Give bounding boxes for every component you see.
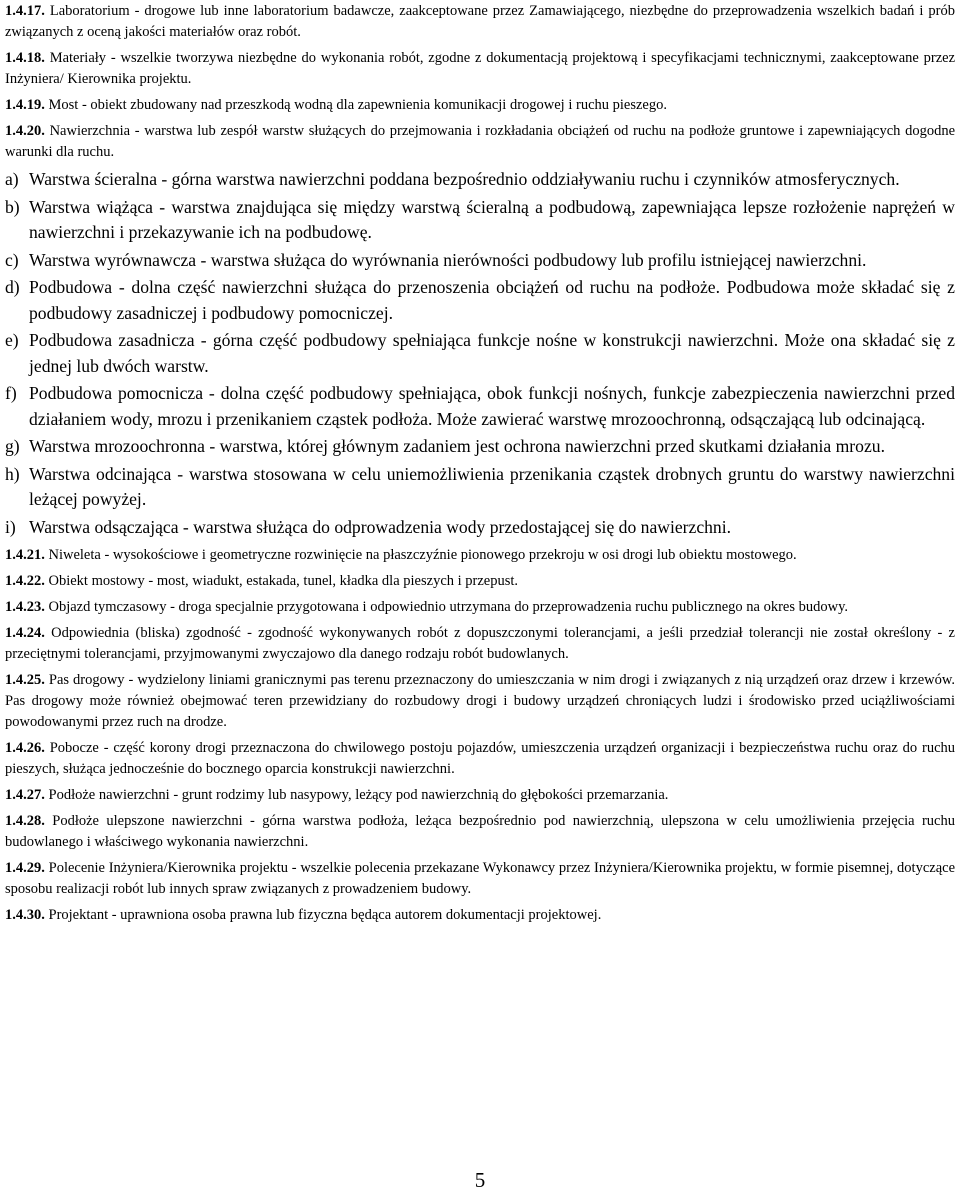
definition-text: Podłoże ulepszone nawierzchni - górna warstwa podłoża, leżąca bezpośrednio pod nawierzchnią, ulepszona w celu umożliwienia przejęcia ruchu budowlanego i właściwego wykonania nawierzchni.	[5, 813, 955, 850]
definition-text: Odpowiednia (bliska) zgodność - zgodność wykonywanych robót z dopuszczonymi tolerancjami, a jeśli przedział tolerancji nie został określony - z przeciętnymi tolerancjami, przyjmowanymi zwyczajowo dla danego rodzaju robót budowlanych.	[5, 625, 955, 662]
definition-item	[5, 811, 955, 853]
layer-list-item	[5, 248, 955, 274]
list-item-label: g)	[5, 436, 20, 456]
definition-item	[5, 738, 955, 780]
definition-number: 1.4.30.	[5, 907, 45, 923]
layer-list-item	[5, 434, 955, 460]
definition-item	[5, 597, 955, 618]
list-item-text: Podbudowa - dolna część nawierzchni służąca do przenoszenia obciążeń od ruchu na podłoże. Podbudowa może składać się z podbudowy zasadniczej i podbudowy pomocniczej.	[29, 277, 955, 323]
definition-number: 1.4.25.	[5, 672, 45, 688]
definition-item	[5, 785, 955, 806]
page-number: 5	[474, 1168, 486, 1192]
definition-number: 1.4.18.	[5, 50, 45, 66]
definition-text: Niweleta - wysokościowe i geometryczne rozwinięcie na płaszczyźnie pionowego przekroju w osi drogi lub obiektu mostowego.	[48, 547, 797, 563]
definition-item	[5, 95, 955, 116]
definition-text: Most - obiekt zbudowany nad przeszkodą wodną dla zapewnienia komunikacji drogowej i ruchu pieszego.	[48, 97, 667, 113]
definition-number: 1.4.24.	[5, 625, 45, 641]
list-item-text: Warstwa ścieralna - górna warstwa nawierzchni poddana bezpośrednio oddziaływaniu ruchu i czynników atmosferycznych.	[29, 169, 900, 189]
definition-text: Pas drogowy - wydzielony liniami granicznymi pas terenu przeznaczony do umieszczania w nim drogi i związanych z nią urządzeń oraz drzew i krzewów. Pas drogowy może również obejmować teren przewidziany do rozbudowy drogi i budowy urządzeń chroniących ludzi i środowisko przed uciążliwościami powodowanymi przez ruch na drodze.	[5, 672, 956, 730]
list-item-label: b)	[5, 196, 20, 217]
definition-text: Materiały - wszelkie tworzywa niezbędne do wykonania robót, zgodne z dokumentacją projektową i specyfikacjami technicznymi, zaakceptowane przez Inżyniera/ Kierownika projektu.	[5, 50, 956, 87]
definition-text: Polecenie Inżyniera/Kierownika projektu - wszelkie polecenia przekazane Wykonawcy przez Inżyniera/Kierownika projektu, w formie pisemnej, dotyczące sposobu realizacji robót lub innych spraw związanych z prowadzeniem budowy.	[5, 860, 956, 897]
definition-number: 1.4.28.	[5, 813, 45, 829]
definition-item	[5, 545, 955, 566]
layer-list-item	[5, 381, 955, 432]
definition-text: Nawierzchnia - warstwa lub zespół warstw służących do przejmowania i rozkładania obciążeń od ruchu na podłoże gruntowe i zapewniających dogodne warunki dla ruchu.	[5, 123, 956, 160]
list-item-label: f)	[5, 383, 17, 403]
document-page	[5, 1, 955, 931]
list-item-text: Warstwa wiążąca - warstwa znajdująca się między warstwą ścieralną a podbudową, zapewniająca lepsze rozłożenie naprężeń w nawierzchni i przekazywanie ich na podbudowę.	[29, 196, 955, 242]
pavement-layers-list	[5, 167, 955, 540]
layer-list-item	[5, 462, 955, 513]
definition-number: 1.4.22.	[5, 573, 45, 589]
layer-list-item	[5, 328, 955, 379]
definition-text: Pobocze - część korony drogi przeznaczona do chwilowego postoju pojazdów, umieszczenia urządzeń organizacji i bezpieczeństwa ruchu oraz do ruchu pieszych, służąca jednocześnie do bocznego oparcia konstrukcji nawierzchni.	[5, 740, 956, 777]
list-item-text: Warstwa odcinająca - warstwa stosowana w celu uniemożliwienia przenikania cząstek drobnych gruntu do warstwy nawierzchni leżącej powyżej.	[29, 463, 955, 509]
definition-item	[5, 670, 955, 733]
definition-text: Podłoże nawierzchni - grunt rodzimy lub nasypowy, leżący pod nawierzchnią do głębokości przemarzania.	[48, 787, 669, 803]
list-item-label: a)	[5, 169, 19, 189]
definition-number: 1.4.27.	[5, 787, 45, 803]
definition-item	[5, 858, 955, 900]
definition-text: Projektant - uprawniona osoba prawna lub fizyczna będąca autorem dokumentacji projektowej.	[48, 907, 602, 923]
definition-item	[5, 905, 955, 926]
definition-item	[5, 571, 955, 592]
definition-number: 1.4.19.	[5, 97, 45, 113]
definitions-section-b	[5, 545, 955, 926]
layer-list-item	[5, 167, 955, 193]
layer-list-item	[5, 195, 955, 246]
list-item-text: Podbudowa pomocnicza - dolna część podbudowy spełniająca, obok funkcji nośnych, funkcje zabezpieczenia nawierzchni przed działaniem wody, mrozu i przenikaniem cząstek podłoża. Może zawierać warstwę mrozoochronną, odsączającą lub odcinającą.	[29, 383, 955, 429]
list-item-label: i)	[5, 516, 16, 537]
definition-text: Objazd tymczasowy - droga specjalnie przygotowana i odpowiednio utrzymana do przeprowadzenia ruchu publicznego na okres budowy.	[48, 599, 849, 615]
definition-number: 1.4.26.	[5, 740, 45, 756]
definition-number: 1.4.17.	[5, 3, 45, 19]
definition-text: Obiekt mostowy - most, wiadukt, estakada, tunel, kładka dla pieszych i przepust.	[48, 573, 519, 589]
list-item-label: e)	[5, 330, 19, 350]
list-item-text: Warstwa mrozoochronna - warstwa, której głównym zadaniem jest ochrona nawierzchni przed skutkami działania mrozu.	[29, 436, 885, 456]
definition-item	[5, 48, 955, 90]
list-item-text: Podbudowa zasadnicza - górna część podbudowy spełniająca funkcje nośne w konstrukcji nawierzchni. Może ona składać się z jednej lub dwóch warstw.	[29, 330, 955, 376]
definition-number: 1.4.23.	[5, 599, 45, 615]
definition-number: 1.4.29.	[5, 860, 45, 876]
layer-list-item	[5, 515, 955, 541]
list-item-text: Warstwa wyrównawcza - warstwa służąca do wyrównania nierówności podbudowy lub profilu istniejącej nawierzchni.	[29, 249, 867, 270]
list-item-text: Warstwa odsączająca - warstwa służąca do odprowadzenia wody przedostającej się do nawierzchni.	[29, 516, 732, 537]
layer-list-item	[5, 275, 955, 326]
list-item-label: h)	[5, 463, 20, 484]
definition-item	[5, 623, 955, 665]
list-item-label: d)	[5, 277, 20, 297]
definitions-section-a	[5, 1, 955, 163]
definition-item	[5, 121, 955, 163]
definition-number: 1.4.20.	[5, 123, 45, 139]
list-item-label: c)	[5, 249, 19, 270]
definition-text: Laboratorium - drogowe lub inne laboratorium badawcze, zaakceptowane przez Zamawiającego, niezbędne do przeprowadzenia wszelkich badań i prób związanych z oceną jakości materiałów oraz robót.	[5, 3, 956, 40]
definition-number: 1.4.21.	[5, 547, 45, 563]
definition-item	[5, 1, 955, 43]
